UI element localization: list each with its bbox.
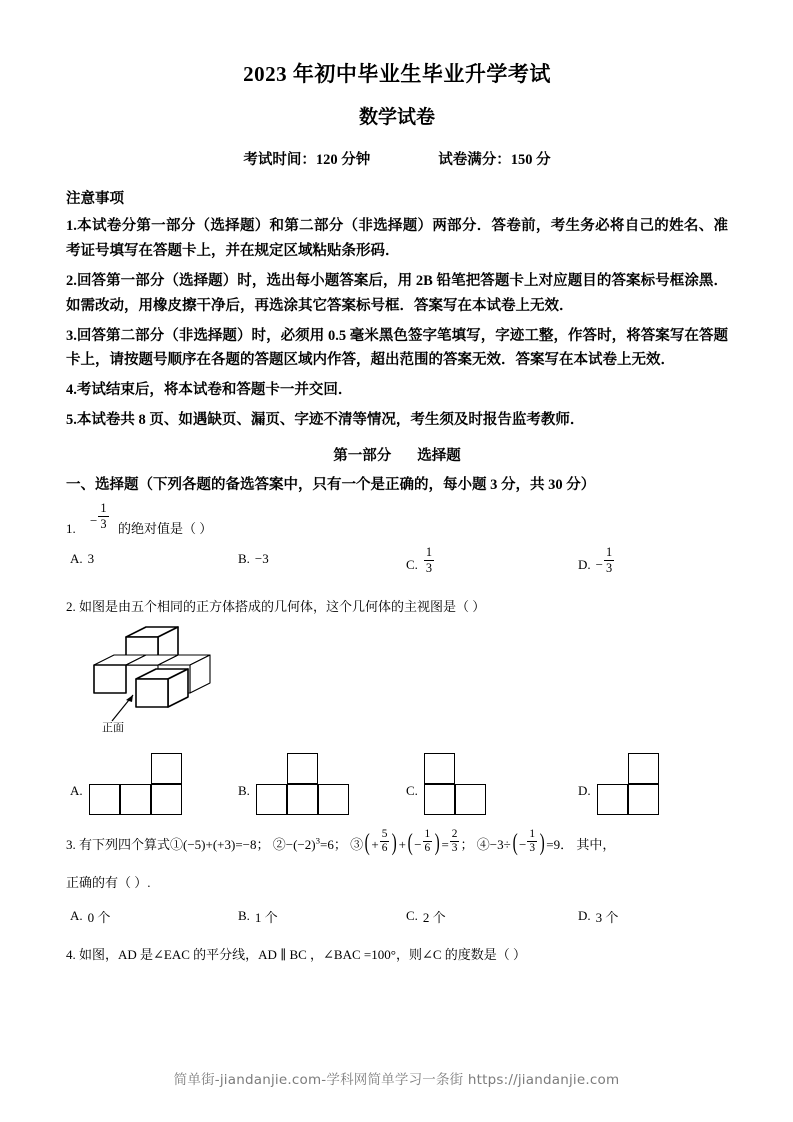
option-label: A.: [70, 783, 83, 799]
option-text: 1 个: [254, 909, 278, 925]
question-1-fraction-sign: −: [90, 512, 98, 528]
question-1-option-d[interactable]: [578, 545, 615, 579]
question-3-line-2: 正确的有（ ）.: [66, 874, 151, 890]
question-1-fraction-numerator: 1: [100, 501, 107, 516]
question-3: [66, 827, 728, 893]
option-label: C.: [406, 783, 418, 799]
question-3-option-a[interactable]: [70, 907, 110, 926]
question-3-stem-prefix: 有下列四个算式: [79, 836, 171, 852]
question-3-option-c[interactable]: [406, 907, 446, 926]
question-2-figure: [80, 625, 310, 733]
option-label: D.: [578, 556, 591, 572]
option-label: C.: [406, 556, 418, 572]
option-fraction: [424, 546, 434, 574]
front-arrow-head: [126, 695, 133, 702]
question-3-number: 3.: [66, 836, 76, 852]
question-4-stem: 如图，AD 是∠EAC 的平分线，AD ∥ BC ，∠BAC =100°，则∠C 的度数是（ ）: [79, 946, 527, 962]
question-1-options: [66, 545, 728, 585]
question-1-option-c[interactable]: [406, 545, 435, 579]
option-label: A.: [70, 550, 83, 566]
cube-stack-diagram: [80, 625, 310, 733]
section-title-multiple-choice: 一、选择题（下列各题的备选答案中，只有一个是正确的，每小题 3 分，共 30 分）: [66, 477, 596, 494]
fraction-sign: −: [595, 556, 603, 572]
question-2-options: [66, 739, 728, 817]
question-3-option-d[interactable]: [578, 907, 618, 926]
question-3-stem-tail: 其中，: [576, 836, 616, 852]
part-one-heading: [66, 447, 728, 466]
question-1-option-b[interactable]: [238, 551, 269, 567]
notice-item-4: 4.考试结束后，将本试卷和答题卡一并交回．: [66, 382, 353, 399]
question-2-number: 2.: [66, 598, 76, 614]
question-2-option-a[interactable]: [70, 739, 184, 817]
option-label: D.: [578, 783, 591, 799]
question-3-line-1: [66, 827, 728, 859]
exponent: 3: [315, 835, 320, 846]
question-4: [66, 945, 728, 965]
option-text: 2 个: [422, 909, 446, 925]
question-2-option-d[interactable]: [578, 739, 661, 817]
fraction-denominator: 3: [605, 560, 613, 575]
question-3-expr-3: ③( + $\frac{5}{6}$ ) +( − $\frac{1}{6}$ ) = $\frac{2}{3}$ ；: [350, 827, 474, 857]
option-text: 3 个: [595, 909, 619, 925]
notice-item-5: 5.本试卷共 8 页、如遇缺页、漏页、字迹不清等情况，考生须及时报告监考教师．: [66, 412, 585, 429]
question-3-expr-2: $②-(-2)^3=6$；: [272, 835, 347, 852]
option-label: B.: [238, 783, 250, 799]
page-title: 2023 年初中毕业生毕业升学考试: [243, 62, 551, 86]
front-view-shape-a: [89, 753, 184, 817]
option-label: B.: [238, 550, 250, 566]
front-view-shape-c: [424, 753, 488, 817]
question-4-number: 4.: [66, 946, 76, 962]
question-1-stem: 的绝对值是（ ）: [118, 520, 213, 536]
question-1-fraction-denominator: 3: [100, 516, 107, 531]
page-content: [66, 0, 728, 965]
exam-duration: 考试时间：120 分钟: [243, 151, 371, 168]
option-text: −3: [254, 550, 269, 566]
fraction-numerator: 1: [425, 545, 433, 560]
exam-meta: [66, 152, 728, 169]
option-label: D.: [578, 908, 591, 924]
question-2-stem: 如图是由五个相同的正方体搭成的几何体，这个几何体的主视图是（ ）: [79, 598, 486, 614]
front-view-shape-b: [256, 753, 351, 817]
front-view-shape-d: [597, 753, 661, 817]
question-3-expr-4: ④−3÷( − $\frac{1}{3}$ ) =9．: [476, 827, 574, 857]
front-label: 正面: [102, 722, 124, 734]
question-2-option-c[interactable]: [406, 739, 488, 817]
option-fraction: [604, 546, 614, 574]
option-text: 0 个: [87, 909, 111, 925]
question-1-option-a[interactable]: [70, 551, 94, 567]
question-1-number: 1.: [66, 520, 76, 536]
option-label: B.: [238, 908, 250, 924]
exam-total-score: 试卷满分：150 分: [438, 151, 551, 168]
circled-number: ④: [476, 836, 490, 852]
question-2-option-b[interactable]: [238, 739, 351, 817]
part-one-label: 第一部分: [333, 448, 392, 465]
question-1: [66, 501, 728, 541]
notice-item-2: 2.回答第一部分（选择题）时，选出每小题答案后，用 2B 铅笔把答题卡上对应题目的答案标号框涂黑．如需改动，用橡皮擦干净后，再选涂其它答案标号框．答案写在本试卷上无效．: [66, 272, 728, 314]
notice-item-3: 3.回答第二部分（非选择题）时，必须用 0.5 毫米黑色签字笔填写，字迹工整，作答时，将答案写在答题卡上，请按题号顺序在各题的答题区域内作答，超出范围的答案无效．答案写在本试卷上无效．: [66, 327, 728, 369]
question-1-fraction: [90, 501, 110, 535]
notice-heading: 注意事项: [66, 191, 124, 208]
question-3-expr-1: ①(−5)+(+3)=−8；: [170, 836, 270, 852]
notice-item-1: 1.本试卷分第一部分（选择题）和第二部分（非选择题）两部分．答卷前，考生务必将自己的姓名、准考证号填写在答题卡上，并在规定区域粘贴条形码．: [66, 217, 728, 259]
fraction-numerator: 1: [605, 545, 613, 560]
circled-number: ③: [350, 836, 364, 852]
question-3-option-b[interactable]: [238, 907, 278, 926]
question-3-options: [66, 907, 728, 929]
option-label: A.: [70, 908, 83, 924]
option-label: C.: [406, 908, 418, 924]
page-subtitle: 数学试卷: [358, 107, 435, 129]
footer-watermark: 简单街-jiandanjie.com-学科网简单学习一条街 https://jiandanjie.com: [173, 1072, 620, 1088]
option-text: 3: [87, 550, 95, 566]
part-one-name: 选择题: [417, 448, 461, 465]
question-2: [66, 597, 728, 617]
fraction-denominator: 3: [425, 560, 433, 575]
